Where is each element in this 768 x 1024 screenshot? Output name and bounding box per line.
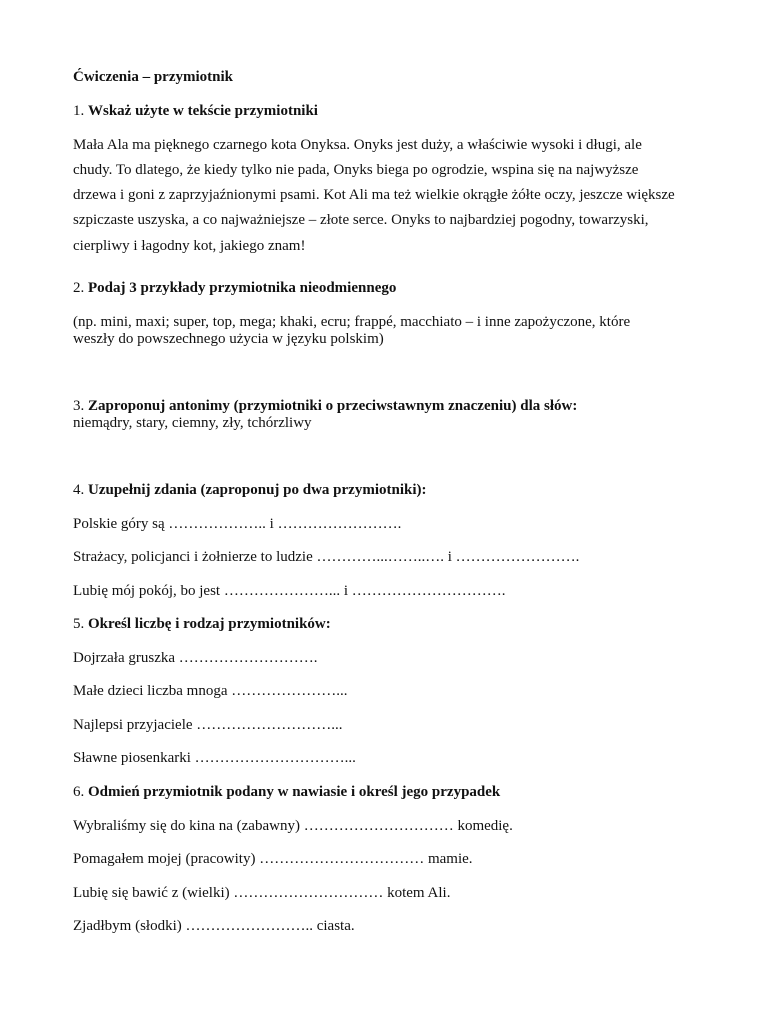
exercise-number: 3. (73, 398, 85, 414)
exercise-4-item: Strażacy, policjanci i żołnierze to ludzie …………...……..…. i ……………………. (73, 549, 580, 565)
exercise-4-item: Polskie góry są ……………….. i ……………………. (73, 516, 402, 532)
exercise-5-item: Małe dzieci liczba mnoga …………………... (73, 683, 348, 699)
exercise-instruction: Uzupełnij zdania (zaproponuj po dwa przymiotniki): (88, 482, 427, 498)
exercise-4-heading (73, 481, 427, 499)
exercise-number: 1. (73, 103, 85, 119)
exercise-instruction: Wskaż użyte w tekście przymiotniki (88, 103, 318, 119)
exercise-instruction: Podaj 3 przykłady przymiotnika nieodmiennego (88, 280, 397, 296)
exercise-2-text-line: weszły do powszechnego użycia w języku polskim) (73, 331, 384, 347)
exercise-5-heading (73, 615, 331, 633)
exercise-6-item: Wybraliśmy się do kina na (zabawny) ………………………… komedię. (73, 818, 513, 834)
exercise-5-item: Sławne piosenkarki …………………………... (73, 750, 356, 766)
exercise-6-heading (73, 783, 500, 801)
exercise-6-item: Lubię się bawić z (wielki) ………………………… kotem Ali. (73, 885, 451, 901)
exercise-1-text-line: szpiczaste uszyska, a co najważniejsze – złote serce. Onyks to najbardziej pogodny, towarzyski, (73, 212, 649, 228)
exercise-4-item: Lubię mój pokój, bo jest …………………... i …………………………. (73, 583, 506, 599)
exercise-number: 5. (73, 616, 85, 632)
exercise-5-item: Dojrzała gruszka ………………………. (73, 650, 318, 666)
exercise-3-heading (73, 397, 577, 415)
exercise-1-text-line: Mała Ala ma pięknego czarnego kota Onyksa. Onyks jest duży, a właściwie wysoki i długi, ale (73, 137, 642, 153)
exercise-number: 6. (73, 784, 85, 800)
document-title: Ćwiczenia – przymiotnik (73, 69, 233, 85)
exercise-3-words: niemądry, stary, ciemny, zły, tchórzliwy (73, 415, 312, 431)
exercise-number: 2. (73, 280, 85, 296)
exercise-1-text-line: cierpliwy i łagodny kot, jakiego znam! (73, 238, 306, 254)
exercise-1-text-line: chudy. To dlatego, że kiedy tylko nie pada, Onyks biega po ogrodzie, wspina się na najwyższe (73, 162, 639, 178)
exercise-6-item: Zjadłbym (słodki) …………………….. ciasta. (73, 918, 355, 934)
exercise-1-text-line: drzewa i goni z zaprzyjaźnionymi psami. Kot Ali ma też wielkie okrągłe żółte oczy, jeszcze większe (73, 187, 675, 203)
exercise-instruction: Odmień przymiotnik podany w nawiasie i określ jego przypadek (88, 784, 501, 800)
exercise-2-heading (73, 279, 396, 297)
exercise-instruction: Określ liczbę i rodzaj przymiotników: (88, 616, 331, 632)
exercise-6-item: Pomagałem mojej (pracowity) …………………………… mamie. (73, 851, 473, 867)
exercise-instruction: Zaproponuj antonimy (przymiotniki o przeciwstawnym znaczeniu) dla słów: (88, 398, 578, 414)
exercise-5-item: Najlepsi przyjaciele ………………………... (73, 717, 343, 733)
exercise-number: 4. (73, 482, 85, 498)
exercise-1-heading (73, 102, 318, 120)
exercise-2-text-line: (np. mini, maxi; super, top, mega; khaki, ecru; frappé, macchiato – i inne zapożyczone, które (73, 314, 631, 330)
